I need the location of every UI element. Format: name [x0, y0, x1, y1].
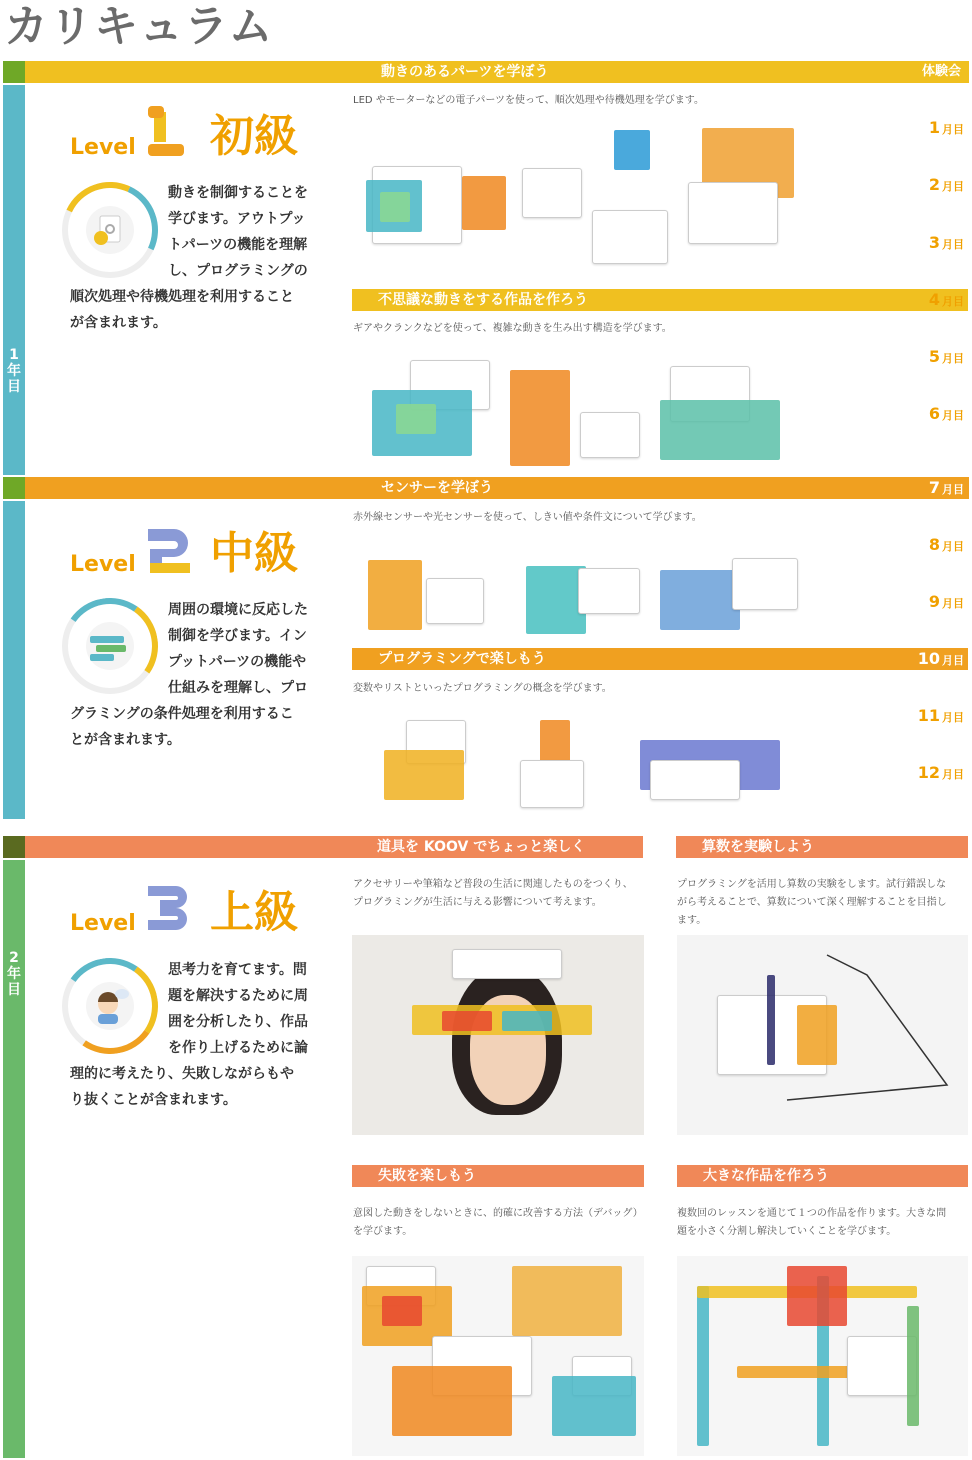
unit-bar-7 — [352, 1165, 644, 1187]
year1-label — [3, 347, 25, 395]
month-2: 2 月目 — [928, 175, 964, 194]
level-name: 中級 — [210, 528, 298, 579]
trial-label: 体験会 — [921, 64, 961, 79]
year-char-1: 年 — [7, 363, 21, 379]
unit-bar-6 — [676, 836, 968, 858]
unit-band-1 — [25, 61, 969, 83]
unit-title: センサーを学ぼう — [381, 480, 493, 496]
year-char-1: 年 — [7, 966, 21, 982]
unit-bar-8 — [677, 1165, 968, 1187]
month-5: 5 月目 — [928, 347, 964, 366]
desc-line: グラミングの条件処理を利用するこ — [70, 706, 294, 722]
unit-title: プログラミングで楽しもう — [378, 651, 546, 667]
level-3-numeral-icon — [144, 882, 194, 934]
desc-line: し、プログラミングの — [168, 263, 308, 279]
desc-line: 囲を分析したり、作品 — [168, 1014, 308, 1030]
desc-line: 思考力を育てます。問 — [168, 962, 307, 978]
month-4: 4 月目 — [928, 290, 964, 309]
level-word: Level — [70, 552, 136, 577]
unit-title: 道具を KOOV でちょっと楽しく — [377, 839, 586, 855]
unit-title: 大きな作品を作ろう — [703, 1168, 829, 1184]
unit-4-robots-image — [370, 710, 800, 815]
level-name: 初級 — [210, 111, 298, 162]
unit-description: 意図した動きをしないときに、的確に改善する方法（デバッグ） を学びます。 — [353, 1208, 643, 1237]
month-7: 7 月目 — [928, 478, 964, 497]
section-marker — [3, 61, 25, 83]
unit-title: 算数を実験しよう — [702, 839, 814, 855]
year-char-2: 目 — [7, 982, 21, 998]
unit-description: LED やモーターなどの電子パーツを使って、順次処理や待機処理を学びます。 — [353, 95, 704, 106]
desc-line: とが含まれます。 — [70, 732, 181, 748]
month-12: 12 月目 — [917, 763, 964, 782]
month-1: 1 月目 — [928, 118, 964, 137]
desc-line: を作り上げるために論 — [168, 1040, 308, 1056]
desc-line: が含まれます。 — [70, 315, 167, 331]
unit-description: 赤外線センサーや光センサーを使って、しきい値や条件文について学びます。 — [353, 512, 702, 523]
year2-label — [3, 950, 25, 998]
page-title: カリキュラム — [4, 1, 274, 52]
vehicles-photo — [352, 1256, 644, 1456]
section-marker — [3, 836, 25, 858]
month-9: 9 月目 — [928, 592, 964, 611]
year-char-2: 目 — [7, 379, 21, 395]
unit-bar-2 — [352, 289, 968, 311]
desc-line: 題を解決するために周 — [168, 988, 308, 1004]
desc-line: り抜くことが含まれます。 — [70, 1092, 237, 1108]
unit-description: アクセサリーや筆箱など普段の生活に関連したものをつくり、 プログラミングが生活に与える影響について考えます。 — [353, 879, 633, 908]
koov-glasses-photo — [352, 935, 644, 1135]
year-num: 2 — [9, 950, 19, 966]
unit-title: 動きのあるパーツを学ぼう — [381, 64, 549, 80]
desc-line: トパーツの機能を理解 — [168, 237, 308, 253]
math-drawing-robot-photo — [677, 935, 968, 1135]
level-name: 上級 — [210, 887, 298, 938]
desc-line: 仕組みを理解し、プロ — [168, 680, 308, 696]
month-10: 10 月目 — [917, 649, 964, 668]
level-number — [144, 882, 194, 944]
unit-3-robots-image — [360, 530, 800, 640]
unit-title: 失敗を楽しもう — [378, 1168, 476, 1184]
desc-line: 制御を学びます。イン — [168, 628, 307, 644]
unit-description: 変数やリストといったプログラミングの概念を学びます。 — [353, 683, 612, 694]
unit-2-robots-image — [360, 340, 800, 470]
desc-line: プットパーツの機能や — [168, 654, 307, 670]
level-3-description — [70, 957, 330, 1113]
year2-bar — [3, 860, 25, 1458]
level-number — [144, 523, 192, 585]
month-3: 3 月目 — [928, 233, 964, 252]
large-structure-photo — [677, 1256, 968, 1456]
unit-1-robots-image — [352, 118, 802, 283]
desc-line: 周囲の環境に反応した — [168, 602, 308, 618]
unit-description: ギアやクランクなどを使って、複雑な動きを生み出す構造を学びます。 — [353, 323, 672, 334]
desc-line: 動きを制御することを — [168, 185, 308, 201]
year1-bar — [3, 85, 25, 475]
desc-line: 理的に考えたり、失敗しながらもや — [70, 1066, 294, 1082]
level-word: Level — [70, 911, 136, 936]
unit-description: 複数回のレッスンを通じて１つの作品を作ります。大きな問 題を小さく分割し解決していくことを学びます。 — [677, 1208, 947, 1237]
section-marker — [3, 477, 25, 499]
unit-description: プログラミングを活用し算数の実験をします。試行錯誤しな がら考えることで、算数について深く理解することを目指し ます。 — [677, 879, 947, 926]
level-2-description — [70, 597, 330, 753]
level-2-numeral-icon — [144, 523, 192, 575]
year-num: 1 — [9, 347, 19, 363]
level-1-description — [70, 180, 330, 336]
unit-band-3 — [25, 477, 969, 499]
month-8: 8 月目 — [928, 535, 964, 554]
level-number — [148, 106, 186, 168]
level-word: Level — [70, 135, 136, 160]
month-6: 6 月目 — [928, 404, 964, 423]
unit-bar-4 — [352, 648, 968, 670]
desc-line: 学びます。アウトプッ — [168, 211, 306, 227]
level-1-numeral-icon — [148, 106, 186, 158]
year1-bar-continued — [3, 501, 25, 819]
desc-line: 順次処理や待機処理を利用すること — [70, 289, 294, 305]
unit-band-5 — [25, 836, 643, 858]
unit-title: 不思議な動きをする作品を作ろう — [378, 292, 588, 308]
month-11: 11 月目 — [917, 706, 964, 725]
